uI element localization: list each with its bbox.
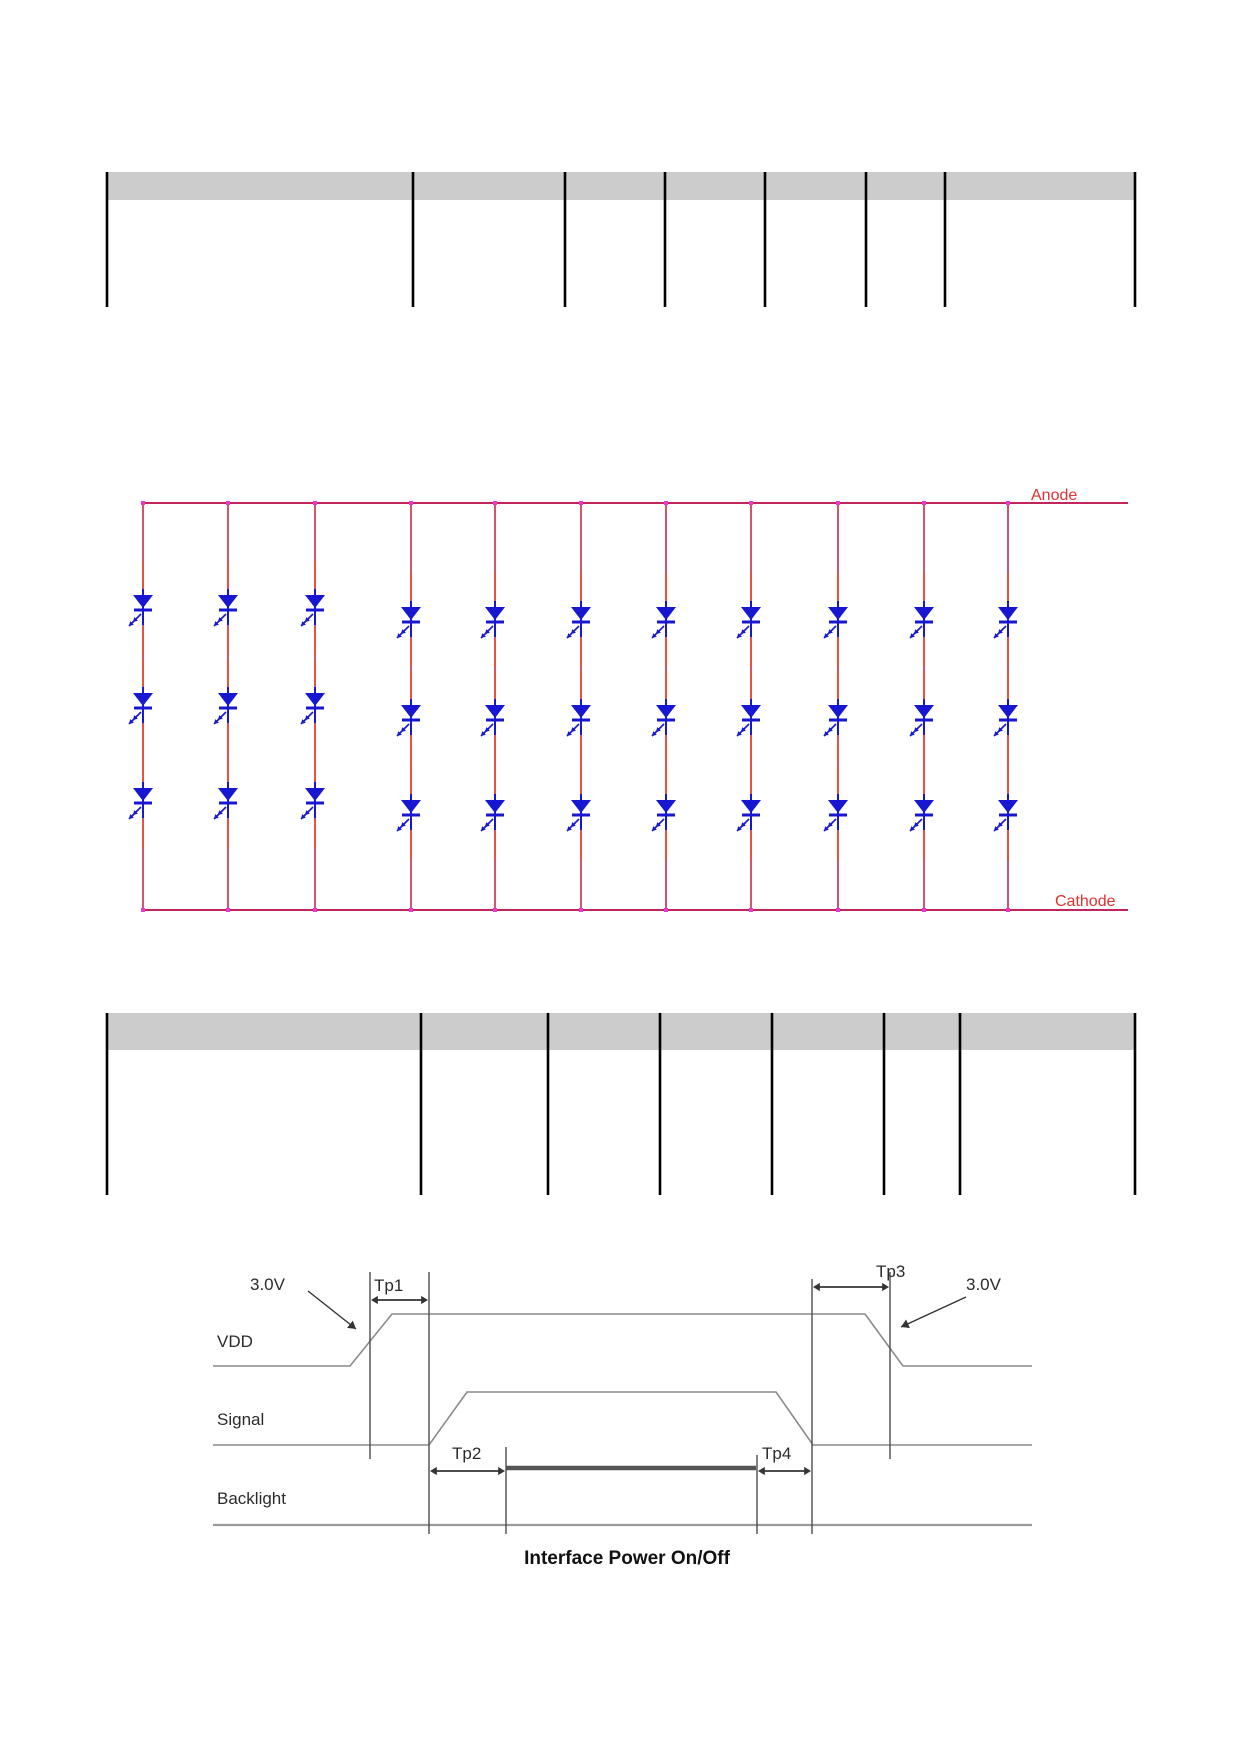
arrowhead-icon xyxy=(347,1321,356,1329)
led-triangle-icon xyxy=(401,705,421,718)
bottom-spec-table-header-row xyxy=(107,1013,1135,1050)
vdd-waveform xyxy=(213,1314,1032,1366)
led-triangle-icon xyxy=(401,607,421,620)
led-triangle-icon xyxy=(401,800,421,813)
junction-dot xyxy=(141,501,145,505)
junction-dot xyxy=(664,908,668,912)
voltage-3v-label-left: 3.0V xyxy=(250,1275,285,1294)
anode-label: Anode xyxy=(1031,487,1078,504)
led-triangle-icon xyxy=(914,607,934,620)
led-triangle-icon xyxy=(828,800,848,813)
led-triangle-icon xyxy=(741,705,761,718)
voltage-3v-label-right: 3.0V xyxy=(966,1275,1001,1294)
led-triangle-icon xyxy=(571,607,591,620)
led-triangle-icon xyxy=(218,788,238,801)
top-spec-table-header-row xyxy=(107,172,1135,200)
voltage-pointer-right xyxy=(901,1297,966,1327)
led-triangle-icon xyxy=(305,693,325,706)
led-triangle-icon xyxy=(998,607,1018,620)
signal-label: Signal xyxy=(217,1410,265,1429)
led-triangle-icon xyxy=(741,800,761,813)
junction-dot xyxy=(226,908,230,912)
led-triangle-icon xyxy=(133,693,153,706)
junction-dot xyxy=(313,501,317,505)
junction-dot xyxy=(664,501,668,505)
led-triangle-icon xyxy=(485,800,505,813)
led-triangle-icon xyxy=(485,607,505,620)
junction-dot xyxy=(749,908,753,912)
led-triangle-icon xyxy=(656,705,676,718)
arrowhead-icon xyxy=(498,1467,505,1475)
junction-dot xyxy=(922,501,926,505)
timing-diagram-caption: Interface Power On/Off xyxy=(524,1548,730,1569)
tp2-label: Tp2 xyxy=(452,1444,482,1463)
arrowhead-icon xyxy=(430,1467,437,1475)
vdd-label: VDD xyxy=(217,1332,253,1351)
led-triangle-icon xyxy=(828,607,848,620)
junction-dot xyxy=(141,908,145,912)
arrowhead-icon xyxy=(371,1296,378,1304)
junction-dot xyxy=(409,908,413,912)
junction-dot xyxy=(1006,908,1010,912)
arrowhead-icon xyxy=(421,1296,428,1304)
power-onoff-timing-diagram xyxy=(213,1262,1032,1569)
led-triangle-icon xyxy=(133,595,153,608)
junction-dot xyxy=(749,501,753,505)
voltage-pointer-left xyxy=(308,1291,356,1329)
led-triangle-icon xyxy=(133,788,153,801)
led-triangle-icon xyxy=(571,705,591,718)
tp1-label: Tp1 xyxy=(374,1276,404,1295)
arrowhead-icon xyxy=(804,1467,811,1475)
led-triangle-icon xyxy=(571,800,591,813)
backlight-label: Backlight xyxy=(217,1489,286,1508)
led-triangle-icon xyxy=(485,705,505,718)
led-triangle-icon xyxy=(741,607,761,620)
cathode-label: Cathode xyxy=(1055,893,1116,910)
led-triangle-icon xyxy=(998,800,1018,813)
led-triangle-icon xyxy=(218,595,238,608)
junction-dot xyxy=(493,501,497,505)
led-triangle-icon xyxy=(218,693,238,706)
arrowhead-icon xyxy=(882,1283,889,1291)
top-spec-table xyxy=(107,172,1135,307)
junction-dot xyxy=(226,501,230,505)
led-triangle-icon xyxy=(305,595,325,608)
junction-dot xyxy=(579,501,583,505)
led-triangle-icon xyxy=(998,705,1018,718)
junction-dot xyxy=(922,908,926,912)
signal-waveform xyxy=(213,1392,1032,1445)
led-triangle-icon xyxy=(656,800,676,813)
arrowhead-icon xyxy=(758,1467,765,1475)
tp3-label: Tp3 xyxy=(876,1262,906,1281)
junction-dot xyxy=(836,501,840,505)
led-triangle-icon xyxy=(305,788,325,801)
led-triangle-icon xyxy=(656,607,676,620)
led-triangle-icon xyxy=(914,800,934,813)
tp4-label: Tp4 xyxy=(762,1444,792,1463)
bottom-spec-table xyxy=(107,1013,1135,1195)
junction-dot xyxy=(836,908,840,912)
led-backlight-circuit-diagram xyxy=(129,487,1128,912)
junction-dot xyxy=(579,908,583,912)
junction-dot xyxy=(1006,501,1010,505)
junction-dot xyxy=(313,908,317,912)
led-triangle-icon xyxy=(914,705,934,718)
arrowhead-icon xyxy=(813,1283,820,1291)
junction-dot xyxy=(409,501,413,505)
junction-dot xyxy=(493,908,497,912)
led-triangle-icon xyxy=(828,705,848,718)
